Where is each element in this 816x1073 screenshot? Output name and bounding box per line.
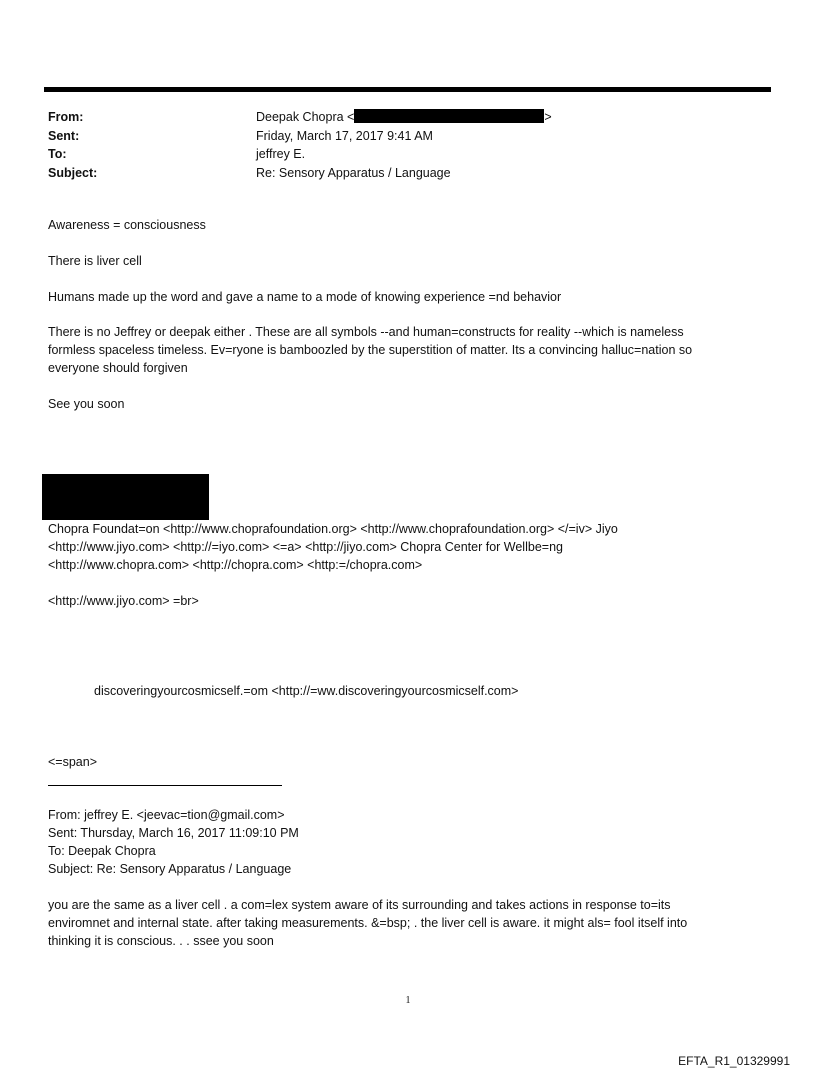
body-paragraph-4-line-2: formless spaceless timeless. Ev=ryone is bamboozled by the superstition of matter. Its a convincing halluc=nation so — [48, 343, 693, 357]
quoted-subject: Subject: Re: Sensory Apparatus / Language — [48, 862, 292, 876]
body-paragraph-1: Awareness = consciousness — [48, 218, 206, 232]
subject-value: Re: Sensory Apparatus / Language — [256, 165, 451, 180]
body-paragraph-3: Humans made up the word and gave a name to a mode of knowing experience =nd behavior — [48, 290, 562, 304]
body-paragraph-4-line-1: There is no Jeffrey or deepak either . These are all symbols --and human=constructs for reality --which is nameless — [48, 325, 684, 339]
redaction-bar — [354, 109, 544, 123]
signature-line-1: Chopra Foundat=on <http://www.choprafoundation.org> <http://www.choprafoundation.org> </=iv> Jiyo — [48, 522, 618, 536]
top-rule — [44, 87, 771, 92]
to-value: jeffrey E. — [256, 147, 306, 161]
document-id: EFTA_R1_01329991 — [678, 1054, 790, 1068]
email-header — [48, 108, 748, 182]
subject-label: Subject: — [48, 165, 98, 180]
from-value — [256, 108, 748, 127]
from-close: > — [544, 110, 552, 124]
quoted-from: From: jeffrey E. <jeevac=tion@gmail.com> — [48, 808, 285, 822]
body-paragraph-5: See you soon — [48, 397, 125, 411]
body-paragraph-2: There is liver cell — [48, 254, 142, 268]
sent-label: Sent: — [48, 128, 80, 143]
from-name: Deepak Chopra < — [256, 110, 355, 124]
signature-line-3: <http://www.chopra.com> <http://chopra.com> <http:=/chopra.com> — [48, 558, 423, 572]
header-subject-row — [48, 164, 748, 183]
redaction-block — [42, 474, 209, 520]
quoted-body-line-3: thinking it is conscious. . . ssee you soon — [48, 934, 274, 948]
quoted-body-line-1: you are the same as a liver cell . a com=lex system aware of its surrounding and takes actions in response to=its — [48, 898, 671, 912]
header-from-row — [48, 108, 748, 127]
signature-line-2: <http://www.jiyo.com> <http://=iyo.com> <=a> <http://jiyo.com> Chopra Center for Wellbe=ng — [48, 540, 563, 554]
page-number: 1 — [405, 995, 411, 1006]
quoted-to: To: Deepak Chopra — [48, 844, 156, 858]
sent-value: Friday, March 17, 2017 9:41 AM — [256, 128, 433, 143]
to-label: To: — [48, 147, 67, 161]
quoted-body-line-2: enviromnet and internal state. after taking measurements. &=bsp; . the liver cell is aware. it might als= fool itself into — [48, 916, 688, 930]
quoted-sent: Sent: Thursday, March 16, 2017 11:09:10 PM — [48, 826, 299, 840]
body-paragraph-4-line-3: everyone should forgiven — [48, 361, 188, 375]
header-sent-row — [48, 127, 748, 146]
from-label: From: — [48, 110, 84, 124]
signature-line-4: <http://www.jiyo.com> =br> — [48, 594, 199, 608]
quoted-divider — [48, 785, 282, 786]
header-to-row — [48, 145, 748, 164]
signature-line-6: <=span> — [48, 755, 98, 769]
signature-line-5: discoveringyourcosmicself.=om <http://=ww.discoveringyourcosmicself.com> — [94, 684, 519, 698]
